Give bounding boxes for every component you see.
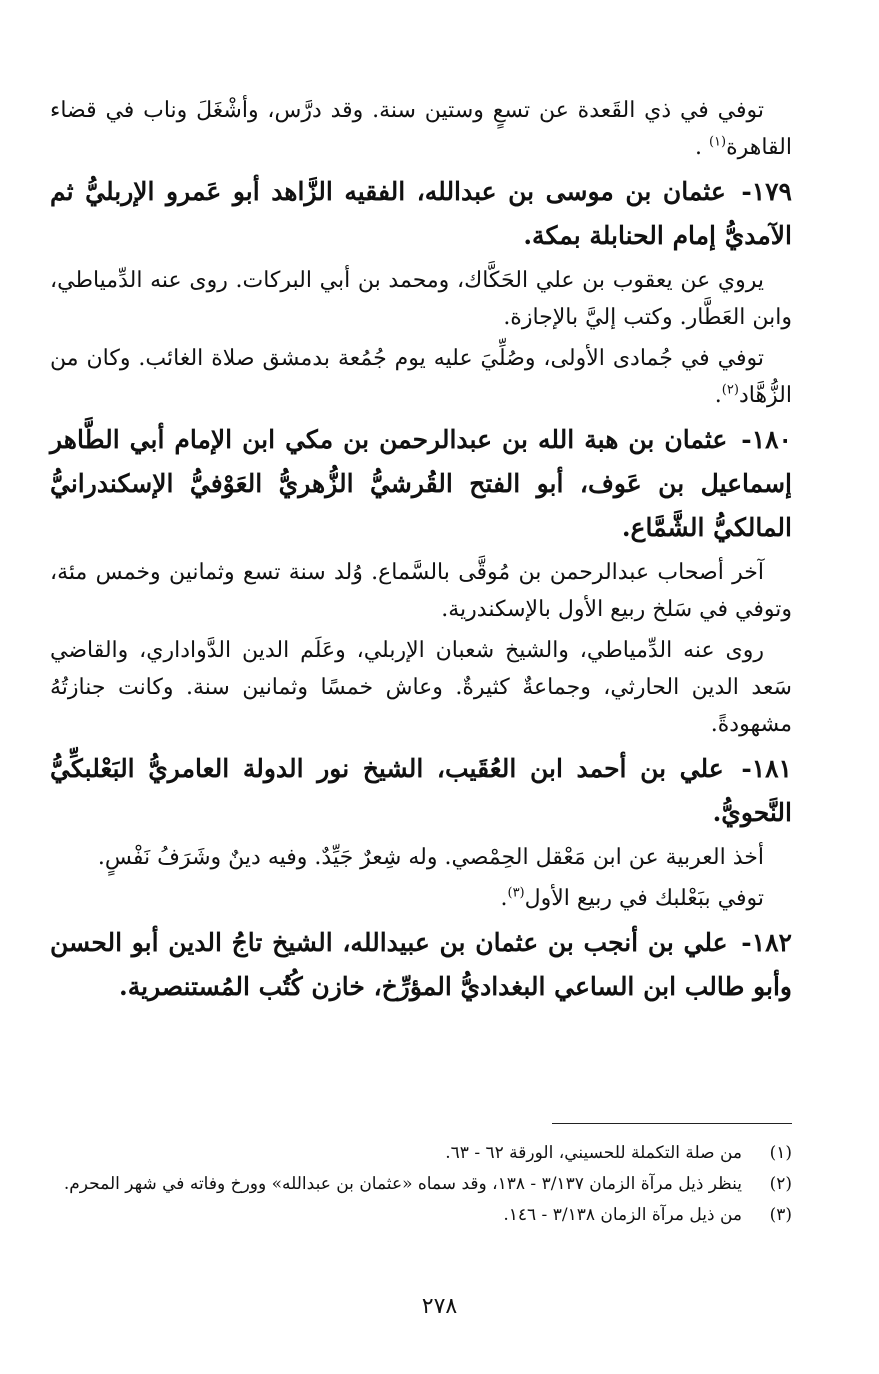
paragraph — [50, 262, 792, 336]
biography-entry-heading — [50, 921, 792, 1009]
entry-number: ١٨٢- — [741, 928, 792, 957]
footnote-ref: (٣) — [507, 885, 525, 901]
biography-entry-heading — [50, 747, 792, 835]
paragraph — [50, 632, 792, 743]
footnote-text: ينظر ذيل مرآة الزمان ٣/١٣٧ - ١٣٨، وقد سماه «عثمان بن عبدالله» وورخ وفاته في شهر المحرم. — [63, 1174, 742, 1194]
footnote-marker: (٣) — [769, 1205, 792, 1225]
entry-number: ١٨٠- — [741, 425, 792, 454]
main-text — [50, 92, 792, 1013]
paragraph-end: . — [694, 135, 702, 160]
footnote-text: من صلة التكملة للحسيني، الورقة ٦٢ - ٦٣. — [445, 1143, 742, 1163]
entry-title: عثمان بن هبة الله بن عبدالرحمن بن مكي ابن الإمام أبي الطَّاهر إسماعيل بن عَوف، أبو الفتح القُرشيُّ الزُّهريُّ العَوْفيُّ الإسكندرانيُّ المالكيُّ الشَّمَّاع. — [50, 425, 792, 542]
footnote-marker: (١) — [769, 1143, 792, 1163]
paragraph-text: يروي عن يعقوب بن علي الحَكَّاك، ومحمد بن أبي البركات. روى عنه الدِّمياطي، وابن العَطَّار. وكتب إليَّ بالإجازة. — [50, 268, 792, 330]
footnotes — [50, 1140, 792, 1233]
entry-title: عثمان بن موسى بن عبدالله، الفقيه الزَّاهد أبو عَمرو الإربليُّ ثم الآمديُّ إمام الحنابلة بمكة. — [50, 177, 792, 250]
footnote-ref: (١) — [708, 134, 727, 150]
paragraph — [50, 554, 792, 628]
page-number: ٢٧٨ — [421, 1294, 458, 1319]
paragraph-text: توفي في جُمادى الأولى، وصُلِّيَ عليه يوم جُمُعة بدمشق صلاة الغائب. وكان من الزُّهَّاد — [50, 346, 792, 408]
paragraph-text: روى عنه الدِّمياطي، والشيخ شعبان الإربلي، وعَلَم الدين الدَّواداري، والقاضي سَعد الدين الحارثي، وجماعةٌ كثيرةٌ. وعاش خمسًا وثمانين سنة. وكانت جنازتُهُ مشهودةً. — [50, 638, 792, 737]
biography-entry-heading — [50, 418, 792, 550]
biography-entry-heading — [50, 170, 792, 258]
paragraph-text: آخر أصحاب عبدالرحمن بن مُوقَّى بالسَّماع. وُلد سنة تسع وثمانين وخمس مئة، وتوفي في سَلخ ربيع الأول بالإسكندرية. — [50, 560, 792, 622]
entry-title: علي بن أنجب بن عثمان بن عبيدالله، الشيخ تاجُ الدين أبو الحسن وأبو طالب ابن الساعي البغداديُّ المؤرِّخ، خازن كُتُب المُستنصرية. — [50, 928, 792, 1001]
entry-number: ١٨١- — [741, 754, 792, 783]
paragraph — [50, 92, 792, 166]
footnote-item — [50, 1140, 792, 1167]
footnote-text: من ذيل مرآة الزمان ٣/١٣٨ - ١٤٦. — [503, 1205, 742, 1225]
footnote-ref: (٢) — [721, 382, 739, 398]
paragraph — [50, 880, 792, 917]
paragraph — [50, 839, 792, 876]
entry-number: ١٧٩- — [741, 177, 792, 206]
paragraph-text: توفي ببَعْلبك في ربيع الأول — [524, 886, 764, 911]
footnote-marker: (٢) — [769, 1174, 792, 1194]
footnote-separator — [552, 1123, 792, 1124]
entry-title: علي بن أحمد ابن العُقَيب، الشيخ نور الدولة العامريُّ البَعْلبكِّيُّ النَّحويُّ. — [50, 754, 792, 827]
paragraph — [50, 340, 792, 414]
paragraph-end: . — [500, 886, 508, 911]
footnote-item — [50, 1202, 792, 1229]
paragraph-text: أخذ العربية عن ابن مَعْقل الحِمْصي. وله شِعرٌ جَيِّدٌ. وفيه دينٌ وشَرَفُ نَفْسٍ. — [97, 845, 764, 870]
paragraph-end: . — [714, 383, 722, 408]
footnote-item — [50, 1171, 792, 1198]
paragraph-text: توفي في ذي القَعدة عن تسعٍ وستين سنة. وقد درَّس، وأشْغَلَ وناب في قضاء القاهرة — [50, 98, 792, 160]
